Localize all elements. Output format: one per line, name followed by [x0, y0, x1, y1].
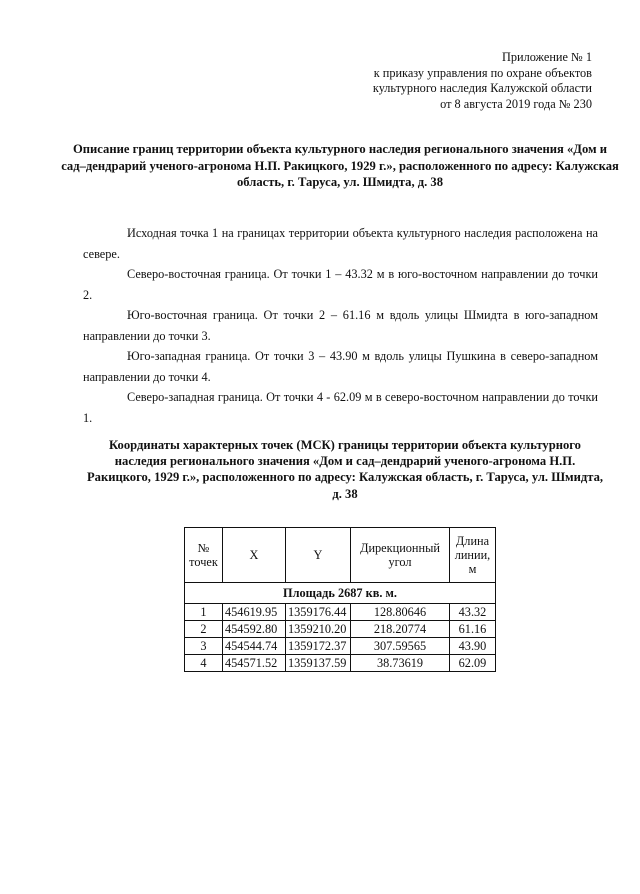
appendix-header — [272, 50, 592, 113]
area-row — [185, 583, 496, 604]
area-cell: Площадь 2687 кв. м. — [185, 583, 496, 604]
appendix-line: к приказу управления по охране объектов — [373, 65, 592, 80]
cell-y: 1359176.44 — [286, 604, 351, 621]
description-paragraph: Северо-восточная граница. От точки 1 – 43.32 м в юго-восточном направлении до точки 2. — [83, 267, 598, 302]
cell-point-number: 1 — [185, 604, 223, 621]
header-x: X — [223, 528, 286, 583]
cell-direction-angle: 128.80646 — [351, 604, 450, 621]
cell-x: 454544.74 — [223, 638, 286, 655]
appendix-line: от 8 августа 2019 года № 230 — [440, 97, 592, 112]
appendix-line: Приложение № 1 — [501, 50, 592, 64]
cell-y: 1359172.37 — [286, 638, 351, 655]
cell-line-length: 43.32 — [450, 604, 496, 621]
table-row — [185, 638, 496, 655]
description-paragraph: Юго-восточная граница. От точки 2 – 61.16 м вдоль улицы Шмидта в юго-западном направлении до точки 3. — [83, 308, 598, 343]
cell-direction-angle: 307.59565 — [351, 638, 450, 655]
cell-point-number: 3 — [185, 638, 223, 655]
description-paragraph: Юго-западная граница. От точки 3 – 43.90 м вдоль улицы Пушкина в северо-западном направлении до точки 4. — [83, 349, 598, 384]
cell-direction-angle: 218.20774 — [351, 621, 450, 638]
cell-point-number: 4 — [185, 655, 223, 672]
boundary-description — [83, 223, 598, 428]
table-row — [185, 655, 496, 672]
description-paragraph: Исходная точка 1 на границах территории объекта культурного наследия расположена на севере. — [83, 226, 598, 261]
description-paragraph: Северо-западная граница. От точки 4 - 62.09 м в северо-восточном направлении до точки 1. — [83, 390, 598, 425]
header-y: Y — [286, 528, 351, 583]
header-point-number: № точек — [185, 528, 223, 583]
appendix-line: культурного наследия Калужской области — [372, 81, 592, 96]
cell-line-length: 43.90 — [450, 638, 496, 655]
cell-line-length: 61.16 — [450, 621, 496, 638]
cell-x: 454592.80 — [223, 621, 286, 638]
cell-point-number: 2 — [185, 621, 223, 638]
cell-x: 454571.52 — [223, 655, 286, 672]
cell-line-length: 62.09 — [450, 655, 496, 672]
header-direction-angle: Дирекционный угол — [351, 528, 450, 583]
coordinates-table — [184, 527, 496, 672]
description-title: Описание границ территории объекта культурного наследия регионального значения «Дом и сад–дендрарий ученого-агронома Н.П. Ракицкого, 1929 г.», расположенного по адресу: Калужская область, г. Таруса, ул. Шмидта, д. 38 — [61, 142, 619, 189]
table-row — [185, 621, 496, 638]
table-header-row — [185, 528, 496, 583]
cell-y: 1359137.59 — [286, 655, 351, 672]
cell-y: 1359210.20 — [286, 621, 351, 638]
table-row — [185, 604, 496, 621]
cell-direction-angle: 38.73619 — [351, 655, 450, 672]
coordinates-title: Координаты характерных точек (МСК) границы территории объекта культурного наследия регионального значения «Дом и сад–дендрарий ученого-агронома Н.П. Ракицкого, 1929 г.», расположенного по адресу: Калужская область, г. Таруса, ул. Шмидта, д. 38 — [86, 438, 604, 501]
cell-x: 454619.95 — [223, 604, 286, 621]
header-line-length: Длина линии, м — [450, 528, 496, 583]
